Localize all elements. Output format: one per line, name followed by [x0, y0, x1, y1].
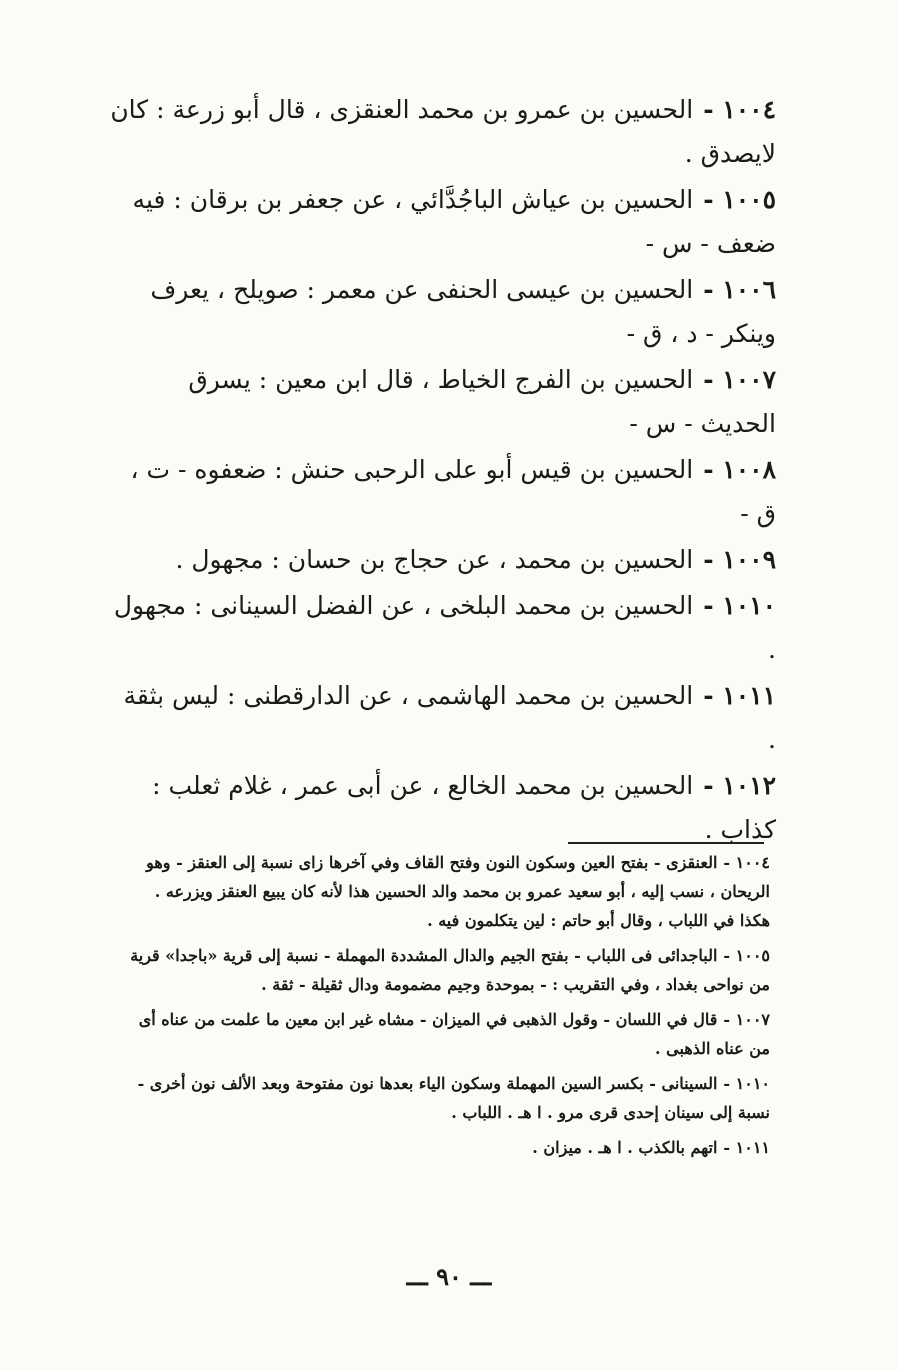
entry-number: ١٠٠٩ -	[703, 545, 776, 574]
entry-1007	[108, 358, 776, 446]
entry-text: الحسين بن عيسى الحنفى عن معمر : صويلح ، يعرف وينكر - د ، ق -	[150, 275, 776, 348]
footnote-1011	[130, 1133, 770, 1162]
entry-text: الحسين بن الفرج الخياط ، قال ابن معين : يسرق الحديث - س -	[188, 365, 776, 438]
entry-number: ١٠٠٨ -	[703, 455, 776, 484]
entry-1005	[108, 178, 776, 266]
footnotes-list	[130, 848, 770, 1168]
entry-text: الحسين بن قيس أبو على الرحبى حنش : ضعفوه - ت ، ق -	[130, 455, 776, 528]
entry-1008	[108, 448, 776, 536]
entry-text: الحسين بن محمد الخالع ، عن أبى عمر ، غلام ثعلب : كذاب .	[152, 771, 776, 844]
footnote-text: العنقزى - بفتح العين وسكون النون وفتح القاف وفي آخرها زاى نسبة إلى العنقز - وهو الريحان ، نسب إليه ، أبو سعيد عمرو بن محمد والد الحسين هذا لأنه كان يبيع العنقز ويزرعه . هكذا في اللباب ، وقال أبو حاتم : لين يتكلمون فيه .	[146, 853, 770, 930]
footnote-text: الباجدائى فى اللباب - بفتح الجيم والدال المشددة المهملة - نسبة إلى قرية «باجدا» قرية من نواحى بغداد ، وفي التقريب : - بموحدة وجيم مضمومة ودال ثقيلة - ثقة .	[130, 946, 770, 994]
entry-1009	[108, 538, 776, 582]
page-number: ـــ ٩٠ ـــ	[406, 1262, 492, 1291]
footnote-1007	[130, 1005, 770, 1063]
footnote-number: ١٠٠٥ -	[723, 946, 770, 965]
entry-1012	[108, 764, 776, 852]
entry-1010	[108, 584, 776, 672]
footnote-text: السينانى - بكسر السين المهملة وسكون الياء بعدها نون مفتوحة وبعد الألف نون أخرى - نسبة إلى سينان إحدى قرى مرو . ا هـ . اللباب .	[137, 1074, 770, 1122]
entry-number: ١٠١١ -	[703, 681, 776, 710]
footnote-number: ١٠١٠ -	[723, 1074, 770, 1093]
entry-text: الحسين بن عمرو بن محمد العنقزى ، قال أبو زرعة : كان لايصدق .	[110, 95, 776, 168]
entries-list	[108, 88, 776, 854]
footnote-number: ١٠١١ -	[723, 1138, 770, 1157]
footnote-1010	[130, 1069, 770, 1127]
entry-text: الحسين بن محمد الهاشمى ، عن الدارقطنى : ليس بثقة .	[123, 681, 776, 754]
entry-number: ١٠١٢ -	[703, 771, 776, 800]
entry-number: ١٠٠٧ -	[703, 365, 776, 394]
entry-number: ١٠٠٦ -	[703, 275, 776, 304]
entry-number: ١٠١٠ -	[703, 591, 776, 620]
footnote-number: ١٠٠٧ -	[723, 1010, 770, 1029]
entry-1011	[108, 674, 776, 762]
footnote-text: قال في اللسان - وقول الذهبى في الميزان - مشاه غير ابن معين ما علمت من عناه أى من عناه الذهبى .	[138, 1010, 770, 1058]
entry-text: الحسين بن محمد ، عن حجاج بن حسان : مجهول .	[175, 545, 694, 574]
footnote-1004	[130, 848, 770, 935]
entry-number: ١٠٠٤ -	[703, 95, 776, 124]
entry-text: الحسين بن محمد البلخى ، عن الفضل السينانى : مجهول .	[113, 591, 776, 664]
footnote-divider	[568, 842, 764, 844]
entry-number: ١٠٠٥ -	[703, 185, 776, 214]
footnote-1005	[130, 941, 770, 999]
footnote-number: ١٠٠٤ -	[723, 853, 770, 872]
entry-text: الحسين بن عياش الباجُدَّائي ، عن جعفر بن برقان : فيه ضعف - س -	[132, 185, 776, 258]
footnote-text: اتهم بالكذب . ا هـ . ميزان .	[532, 1138, 718, 1157]
entry-1004	[108, 88, 776, 176]
entry-1006	[108, 268, 776, 356]
